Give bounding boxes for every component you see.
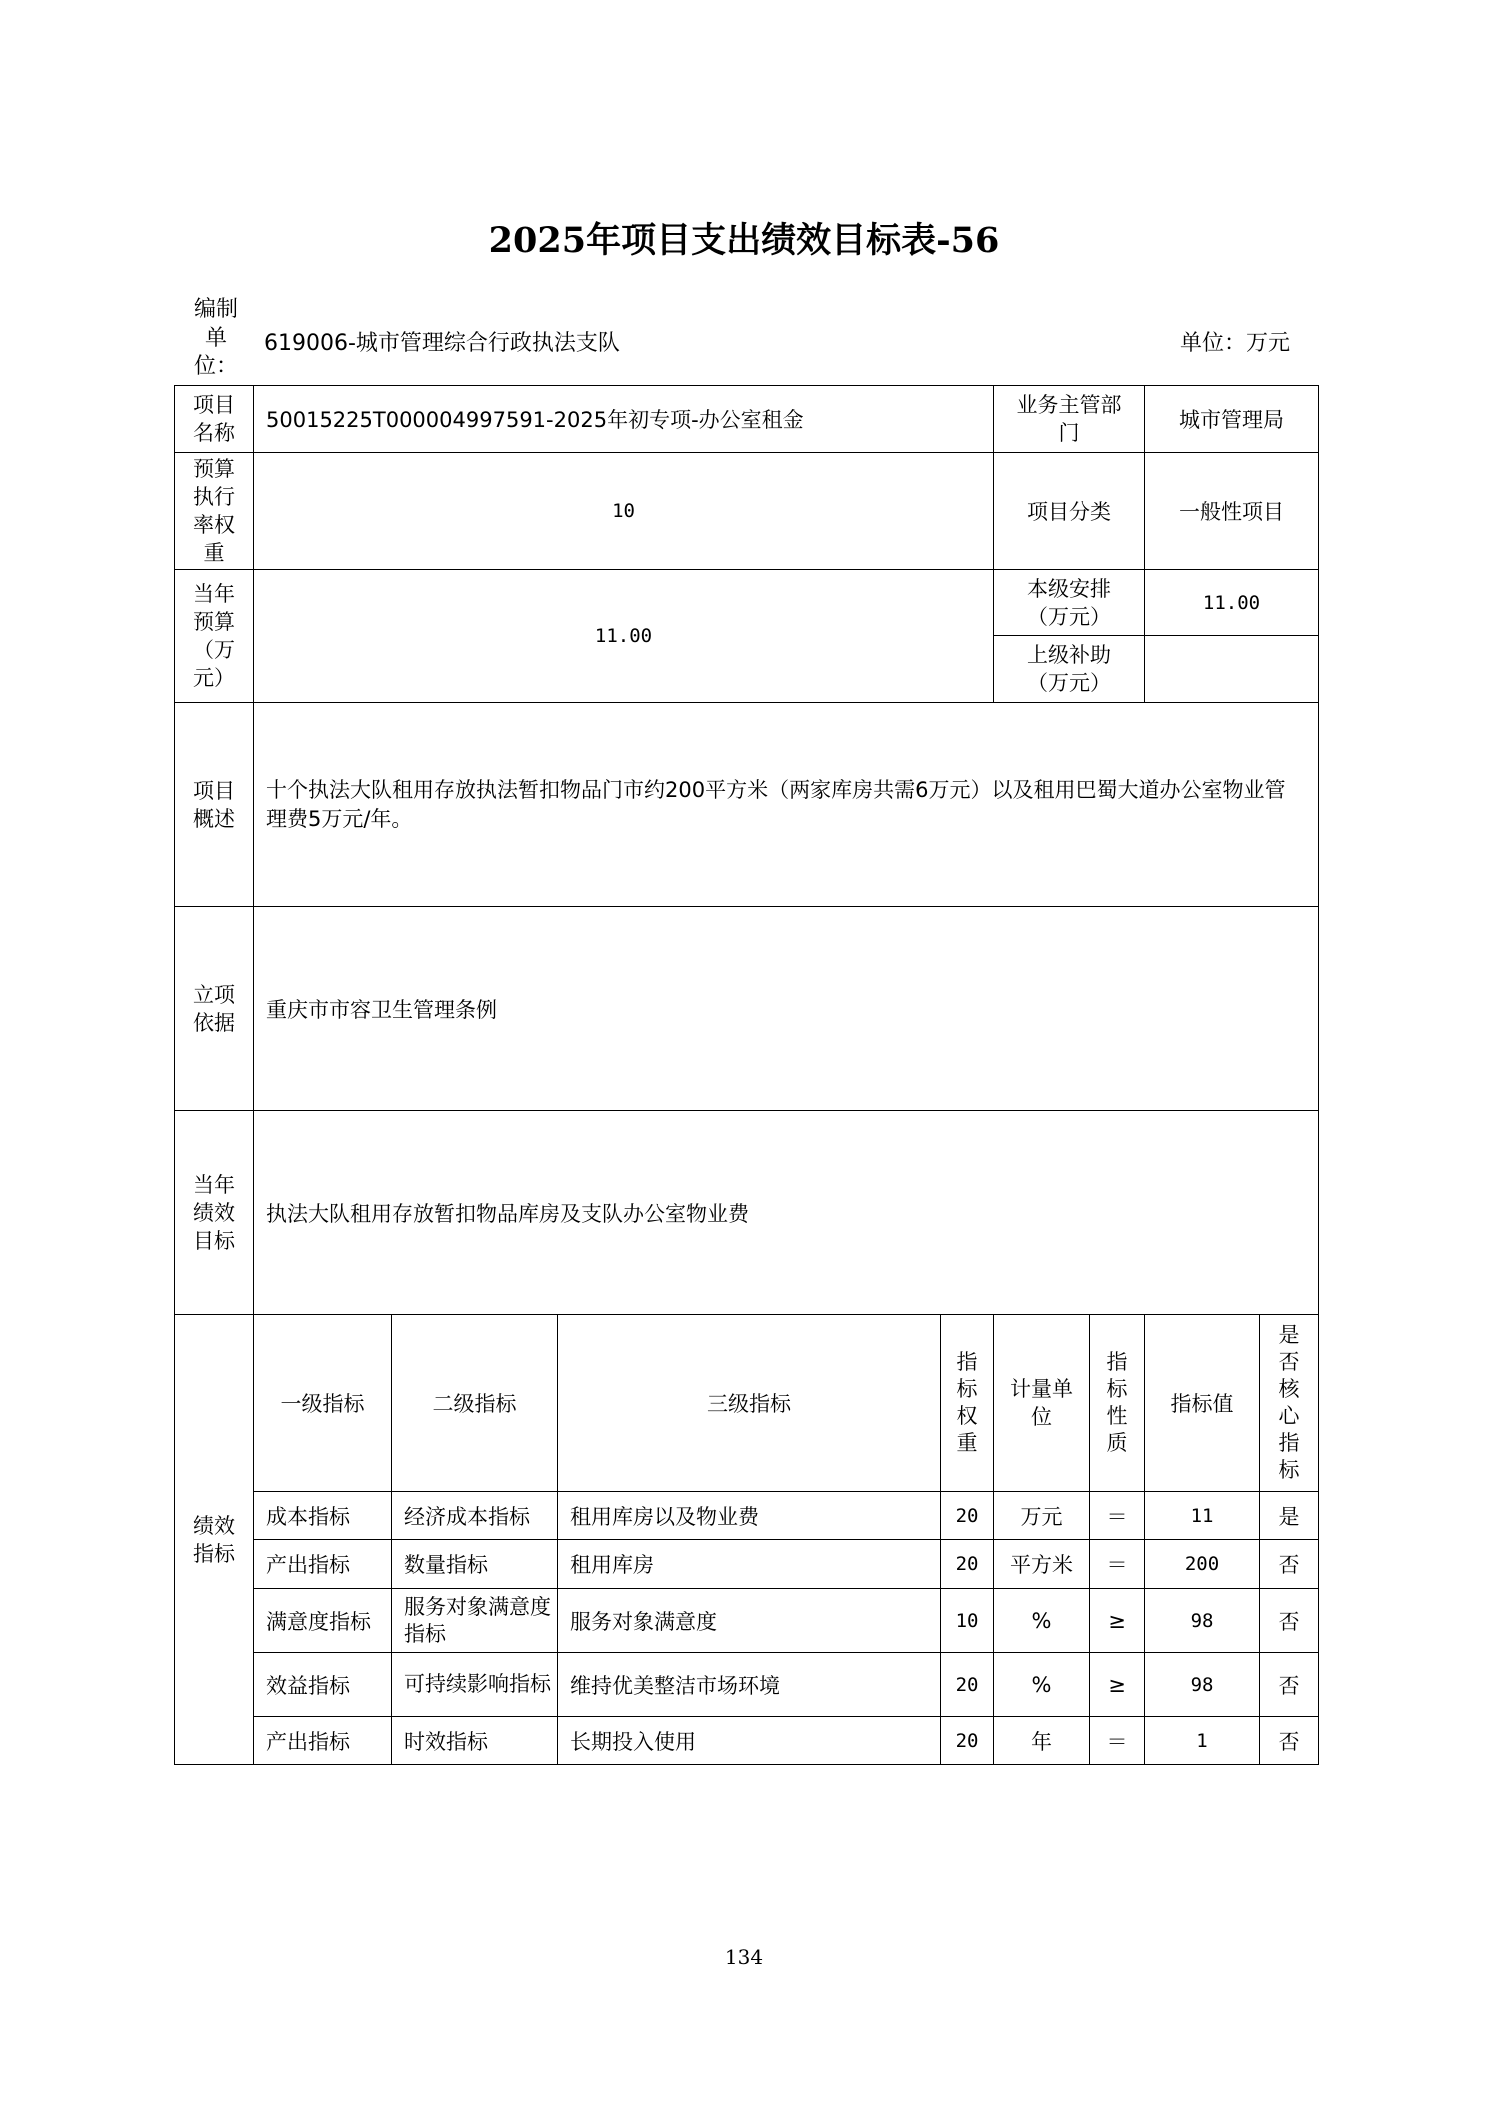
local-budget-label: 本级安排（万元）: [994, 570, 1145, 636]
project-name-label: 项目名称: [175, 386, 254, 453]
table-row: [175, 1589, 1319, 1653]
row-core: 否: [1260, 1653, 1319, 1717]
basis-label: 立项依据: [175, 907, 254, 1111]
row-nature: ≥: [1090, 1653, 1145, 1717]
page-number: 134: [724, 1945, 764, 1969]
row-unit: 平方米: [994, 1540, 1090, 1589]
goal-text: 执法大队租用存放暂扣物品库房及支队办公室物业费: [254, 1111, 1319, 1315]
row-unit: 年: [994, 1717, 1090, 1765]
row-nature: ＝: [1090, 1540, 1145, 1589]
row-weight: 10: [941, 1589, 994, 1653]
row-level2: 可持续影响指标: [392, 1653, 558, 1717]
table-row: [175, 1717, 1319, 1765]
category-label: 项目分类: [994, 453, 1145, 570]
row-unit: %: [994, 1653, 1090, 1717]
weight-label: 预算执行率权重: [175, 453, 254, 570]
row-level3: 服务对象满意度: [558, 1589, 941, 1653]
row-level3: 租用库房: [558, 1540, 941, 1589]
row-level1: 产出指标: [254, 1717, 392, 1765]
header-level1: 一级指标: [254, 1315, 392, 1492]
header-weight: 指标权重: [941, 1315, 994, 1492]
table-row: [175, 1492, 1319, 1540]
header-nature: 指标性质: [1090, 1315, 1145, 1492]
row-level3: 维持优美整洁市场环境: [558, 1653, 941, 1717]
row-level1: 满意度指标: [254, 1589, 392, 1653]
dept-value: 城市管理局: [1145, 386, 1319, 453]
header-level3: 三级指标: [558, 1315, 941, 1492]
row-level1: 效益指标: [254, 1653, 392, 1717]
row-core: 否: [1260, 1540, 1319, 1589]
performance-table: [174, 385, 1319, 1765]
weight-value: 10: [254, 453, 994, 570]
row-level1: 产出指标: [254, 1540, 392, 1589]
indicators-label: 绩效指标: [175, 1315, 254, 1765]
header-value: 指标值: [1145, 1315, 1260, 1492]
basis-text: 重庆市市容卫生管理条例: [254, 907, 1319, 1111]
table-row: [175, 1653, 1319, 1717]
goal-label: 当年绩效目标: [175, 1111, 254, 1315]
row-weight: 20: [941, 1492, 994, 1540]
category-value: 一般性项目: [1145, 453, 1319, 570]
row-core: 否: [1260, 1717, 1319, 1765]
upper-subsidy-label: 上级补助（万元）: [994, 636, 1145, 703]
budget-label: 当年预算（万元）: [175, 570, 254, 703]
table-row: [175, 1540, 1319, 1589]
row-level3: 租用库房以及物业费: [558, 1492, 941, 1540]
row-value: 1: [1145, 1717, 1260, 1765]
row-nature: ＝: [1090, 1492, 1145, 1540]
budget-value: 11.00: [254, 570, 994, 703]
row-unit: %: [994, 1589, 1090, 1653]
unit-name: 619006-城市管理综合行政执法支队: [264, 331, 620, 356]
row-core: 否: [1260, 1589, 1319, 1653]
row-level2: 数量指标: [392, 1540, 558, 1589]
overview-text: 十个执法大队租用存放执法暂扣物品门市约200平方米（两家库房共需6万元）以及租用巴蜀大道办公室物业管理费5万元/年。: [254, 703, 1319, 907]
row-weight: 20: [941, 1653, 994, 1717]
row-weight: 20: [941, 1540, 994, 1589]
dept-label: 业务主管部门: [994, 386, 1145, 453]
row-nature: ≥: [1090, 1589, 1145, 1653]
row-nature: ＝: [1090, 1717, 1145, 1765]
project-name: 50015225T000004997591-2025年初专项-办公室租金: [254, 386, 994, 453]
overview-label: 项目概述: [175, 703, 254, 907]
row-value: 200: [1145, 1540, 1260, 1589]
row-level2: 服务对象满意度指标: [392, 1589, 558, 1653]
row-value: 11: [1145, 1492, 1260, 1540]
row-value: 98: [1145, 1589, 1260, 1653]
row-level1: 成本指标: [254, 1492, 392, 1540]
row-level2: 经济成本指标: [392, 1492, 558, 1540]
row-weight: 20: [941, 1717, 994, 1765]
header-core: 是否核心指标: [1260, 1315, 1319, 1492]
row-core: 是: [1260, 1492, 1319, 1540]
upper-subsidy-value: [1145, 636, 1319, 703]
unit-of-measure: 单位：万元: [1180, 331, 1291, 356]
header-level2: 二级指标: [392, 1315, 558, 1492]
local-budget-value: 11.00: [1145, 570, 1319, 636]
unit-label: 编制单位：: [193, 297, 238, 379]
row-value: 98: [1145, 1653, 1260, 1717]
page-title: 2025年项目支出绩效目标表-56: [488, 220, 1000, 261]
header-unit: 计量单位: [994, 1315, 1090, 1492]
row-level3: 长期投入使用: [558, 1717, 941, 1765]
row-level2: 时效指标: [392, 1717, 558, 1765]
row-unit: 万元: [994, 1492, 1090, 1540]
